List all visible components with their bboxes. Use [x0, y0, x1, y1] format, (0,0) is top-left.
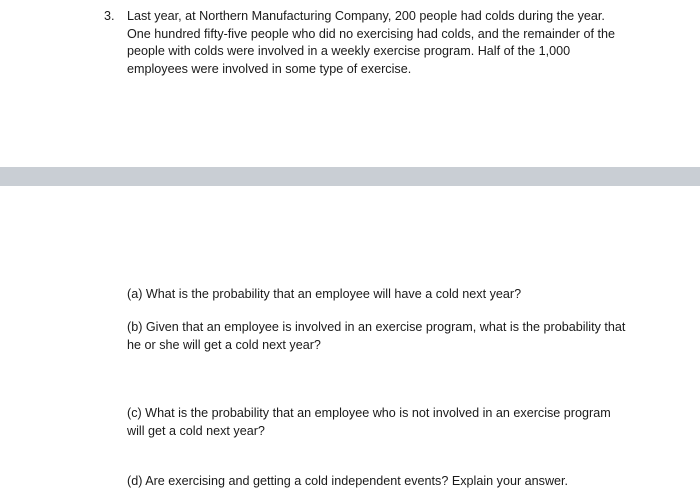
question-c: (c) What is the probability that an employee who is not involved in an exercise program will get a cold next year?	[127, 406, 611, 438]
question-b: (b) Given that an employee is involved in an exercise program, what is the probability that he or she will get a cold next year?	[127, 320, 626, 352]
problem-text: Last year, at Northern Manufacturing Company, 200 people had colds during the year. One hundred fifty-five people who did no exercising had colds, and the remainder of the people with colds were involved in a weekly exercise program. Half of the 1,000 employees were involved in some type of exercise.	[127, 9, 615, 76]
divider-band	[0, 167, 700, 186]
problem-statement	[104, 8, 624, 78]
question-a: (a) What is the probability that an employee will have a cold next year?	[127, 287, 522, 301]
question-d: (d) Are exercising and getting a cold independent events? Explain your answer.	[127, 474, 569, 488]
problem-number: 3.	[104, 9, 115, 23]
